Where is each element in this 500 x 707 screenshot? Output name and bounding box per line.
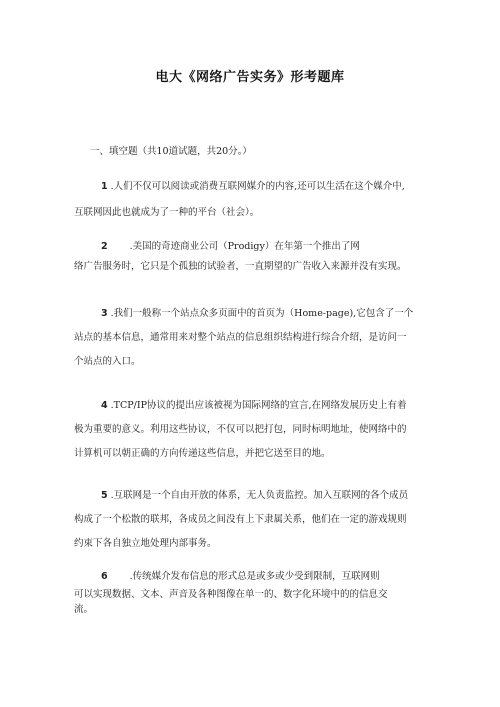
question-number: 4 [101,400,108,411]
page-title: 电大《网络广告实务》形考题库 [155,70,345,85]
question-text: .我们一般称一个站点众多页面中的首页为（Home-page),它包含了一个 [110,308,414,319]
question-2 [74,236,436,277]
question-line [74,236,436,257]
question-line [74,176,436,197]
question-6 [74,566,436,617]
question-text: .互联网是一个自由开放的体系，无人负责监控。加入互联网的各个成员 [110,490,409,501]
question-1 [74,176,436,223]
question-text: .传统媒介发布信息的形式总是或多或少受到限制，互联网则 [129,571,380,582]
question-line: 极为重要的意义。利用这些协议，不仅可以把打包，同时标明地址，使网络中的 [74,424,407,435]
question-line: 络广告服务时，它只是个孤独的试验者，一直期望的广告收入来源并没有实现。 [74,261,407,272]
question-line [74,395,436,416]
question-number: 5 [101,490,108,501]
question-line: 约束下各自独立地处理内部事务。 [74,538,217,549]
question-line: 可以实现数据、文本、声音及各种图像在单一的、数字化环境中的的信息交 [74,589,388,600]
question-text: .美国的奇迹商业公司（Prodigy）在年第一个推出了网 [129,241,360,252]
question-5 [74,485,436,554]
question-line: 站点的基本信息，通常用来对整个站点的信息组织结构进行综合介绍，是访问一 [74,332,407,343]
question-line: 计算机可以朝正确的方向传递这些信息，并把它送至目的地。 [74,448,331,459]
question-line: 个站点的入口。 [74,356,141,367]
question-number: 3 [101,308,108,319]
question-3 [74,303,436,372]
section-heading: 一、填空题（共10道试题，共20分。） [90,146,252,157]
question-line [74,303,436,324]
question-number: 1 [101,181,108,192]
question-line: 流。 [74,604,94,615]
question-line [74,566,436,587]
question-number: 2 [101,241,108,252]
question-text: .TCP/IP协议的提出应该被视为国际网络的宣言,在网络发展历史上有着 [110,400,407,411]
question-number: 6 [101,571,108,582]
question-line [74,485,436,506]
question-text: .人们不仅可以阅读或消费互联网媒介的内容,还可以生活在这个媒介中, [110,181,405,192]
question-line: 互联网因此也就成为了一种的平台（社会）。 [74,207,260,218]
question-4 [74,395,436,464]
question-line: 构成了一个松散的联邦，各成员之间没有上下隶属关系，他们在一定的游戏规则 [74,514,407,525]
